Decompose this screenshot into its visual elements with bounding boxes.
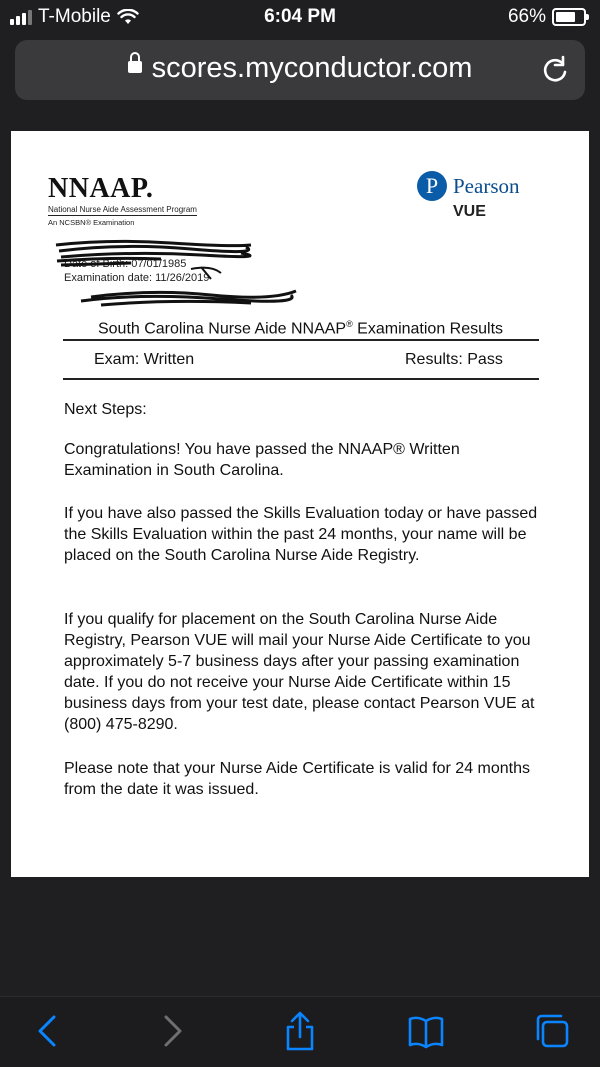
back-icon[interactable] <box>28 1011 68 1051</box>
lock-icon <box>128 61 142 73</box>
tabs-icon[interactable] <box>532 1011 572 1051</box>
address-bar[interactable] <box>15 40 585 100</box>
status-right <box>508 6 586 28</box>
carrier-label: T-Mobile <box>38 6 111 27</box>
next-steps-heading: Next Steps: <box>64 401 147 418</box>
status-bar <box>0 0 600 34</box>
nnaap-logo <box>48 175 197 227</box>
reload-icon[interactable] <box>539 54 571 86</box>
nnaap-logo-text: NNAAP. <box>48 173 154 204</box>
certificate-mailing-paragraph: If you qualify for placement on the South Carolina Nurse Aide Registry, Pearson VUE will mail your Nurse Aide Certificate to you approximately 5-7 business days after your passing examination date. If you do not receive your Nurse Aide Certificate within 15 business days from your test date, please contact Pearson VUE at (800) 475-8290. <box>64 611 535 733</box>
nnaap-subtitle: National Nurse Aide Assessment Program <box>48 205 197 214</box>
url-text[interactable]: scores.myconductor.com <box>151 52 473 84</box>
results-document <box>11 131 589 877</box>
browser-toolbar <box>0 996 600 1067</box>
skills-evaluation-paragraph: If you have also passed the Skills Evaluation today or have passed the Skills Evaluation within the past 24 months, your name will be placed on the South Carolina Nurse Aide Registry. <box>64 505 538 564</box>
battery-icon <box>552 8 586 26</box>
address-bar-content[interactable] <box>15 52 585 85</box>
pearson-circle-icon: P <box>417 171 447 201</box>
exam-result: Results: Pass <box>405 351 503 368</box>
certificate-validity-paragraph: Please note that your Nurse Aide Certificate is valid for 24 months from the date it was issued. <box>64 760 531 798</box>
exam-type: Exam: Written <box>94 351 195 368</box>
redaction-scribble <box>51 239 301 309</box>
divider-top <box>63 339 539 341</box>
pearson-vue-label: VUE <box>453 203 486 220</box>
bookmarks-icon[interactable] <box>406 1011 446 1051</box>
ncsbn-subtitle: An NCSBN® Examination <box>48 218 135 227</box>
divider-bottom <box>63 378 539 380</box>
pearson-name: Pearson <box>453 174 520 198</box>
congratulations-paragraph: Congratulations! You have passed the NNAAP® Written Examination in South Carolina. <box>64 441 460 479</box>
examination-date: Examination date: 11/26/2019 <box>64 272 210 284</box>
status-time: 6:04 PM <box>264 6 336 27</box>
battery-percent: 66% <box>507 6 546 27</box>
date-of-birth: Date of Birth: 07/01/1985 <box>64 258 187 270</box>
results-title: South Carolina Nurse Aide NNAAP® Examination Results <box>97 319 504 338</box>
forward-icon[interactable] <box>152 1011 192 1051</box>
share-icon[interactable] <box>280 1011 320 1051</box>
